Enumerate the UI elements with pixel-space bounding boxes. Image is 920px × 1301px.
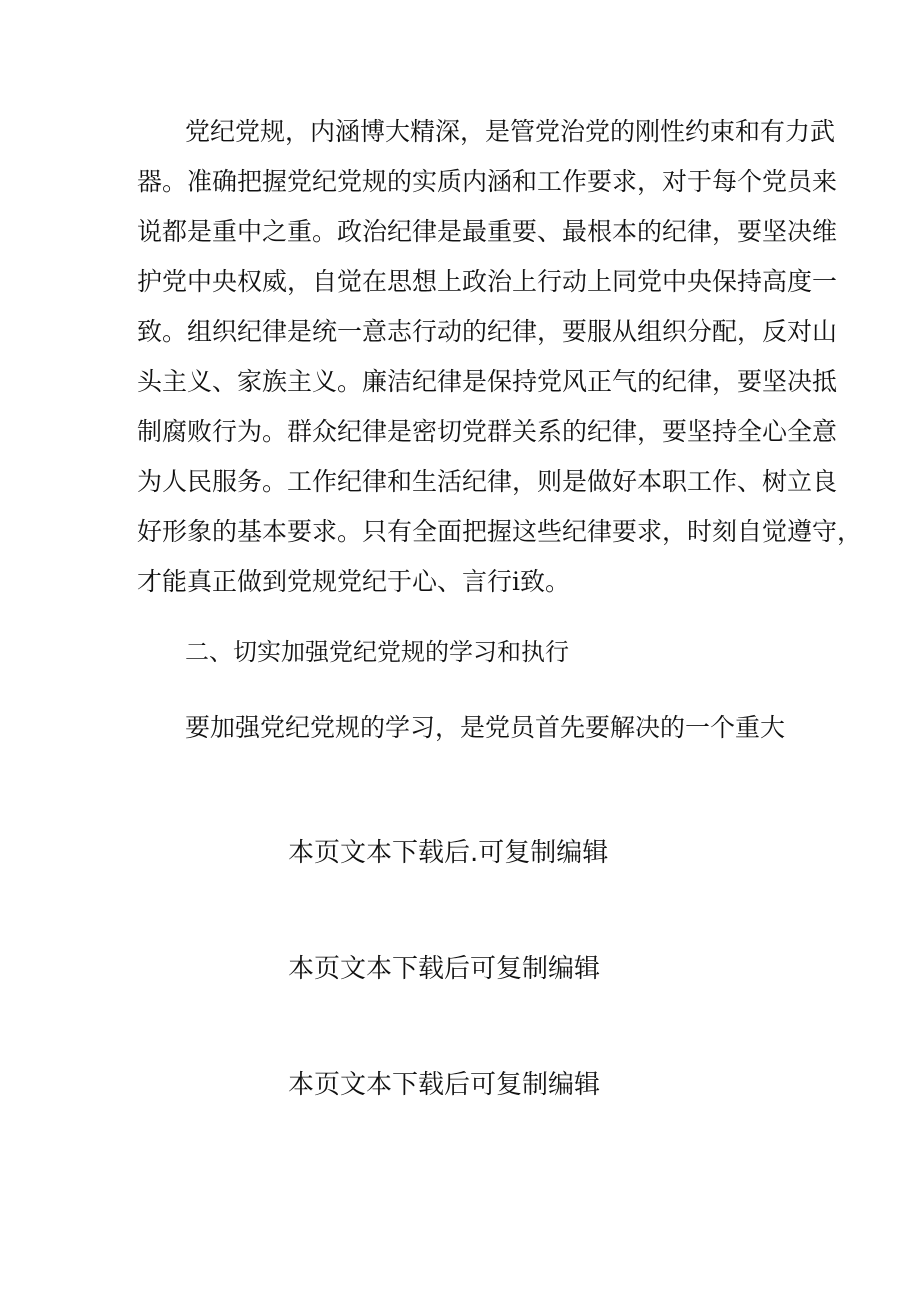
section-heading: 二、切实加强党纪党规的学习和执行: [185, 638, 569, 666]
paragraph-line: 说都是重中之重。政治纪律是最重要、最根本的纪律，要坚决维: [137, 217, 838, 246]
paragraph-line: 好形象的基本要求。只有全面把握这些纪律要求，时刻自觉遵守，: [137, 517, 863, 546]
download-notice: 本页文本下载后可复制编辑: [288, 1070, 601, 1100]
paragraph-line: 头主义、家族主义。廉洁纪律是保持党风正气的纪律，要坚决抵: [137, 367, 838, 396]
download-notice: 本页文本下载后.可复制编辑: [288, 838, 609, 868]
paragraph-line: 才能真正做到党规党纪于心、言行i致。: [137, 567, 570, 596]
paragraph-line: 护党中央权威，自觉在思想上政治上行动上同党中央保持高度一: [137, 267, 838, 296]
paragraph-line: 器。准确把握党纪党规的实质内涵和工作要求，对于每个党员来: [137, 167, 838, 196]
download-notice: 本页文本下载后可复制编辑: [288, 954, 601, 984]
section-first-line: 要加强党纪党规的学习，是党员首先要解决的一个重大: [185, 713, 786, 742]
paragraph-line: 致。组织纪律是统一意志行动的纪律，要服从组织分配，反对山: [137, 317, 838, 346]
paragraph-line: 制腐败行为。群众纪律是密切党群关系的纪律，要坚持全心全意: [137, 417, 838, 446]
paragraph-line: 为人民服务。工作纪律和生活纪律，则是做好本职工作、树立良: [137, 467, 838, 496]
paragraph-line: 党纪党规，内涵博大精深，是管党治党的刚性约束和有力武: [185, 117, 836, 146]
